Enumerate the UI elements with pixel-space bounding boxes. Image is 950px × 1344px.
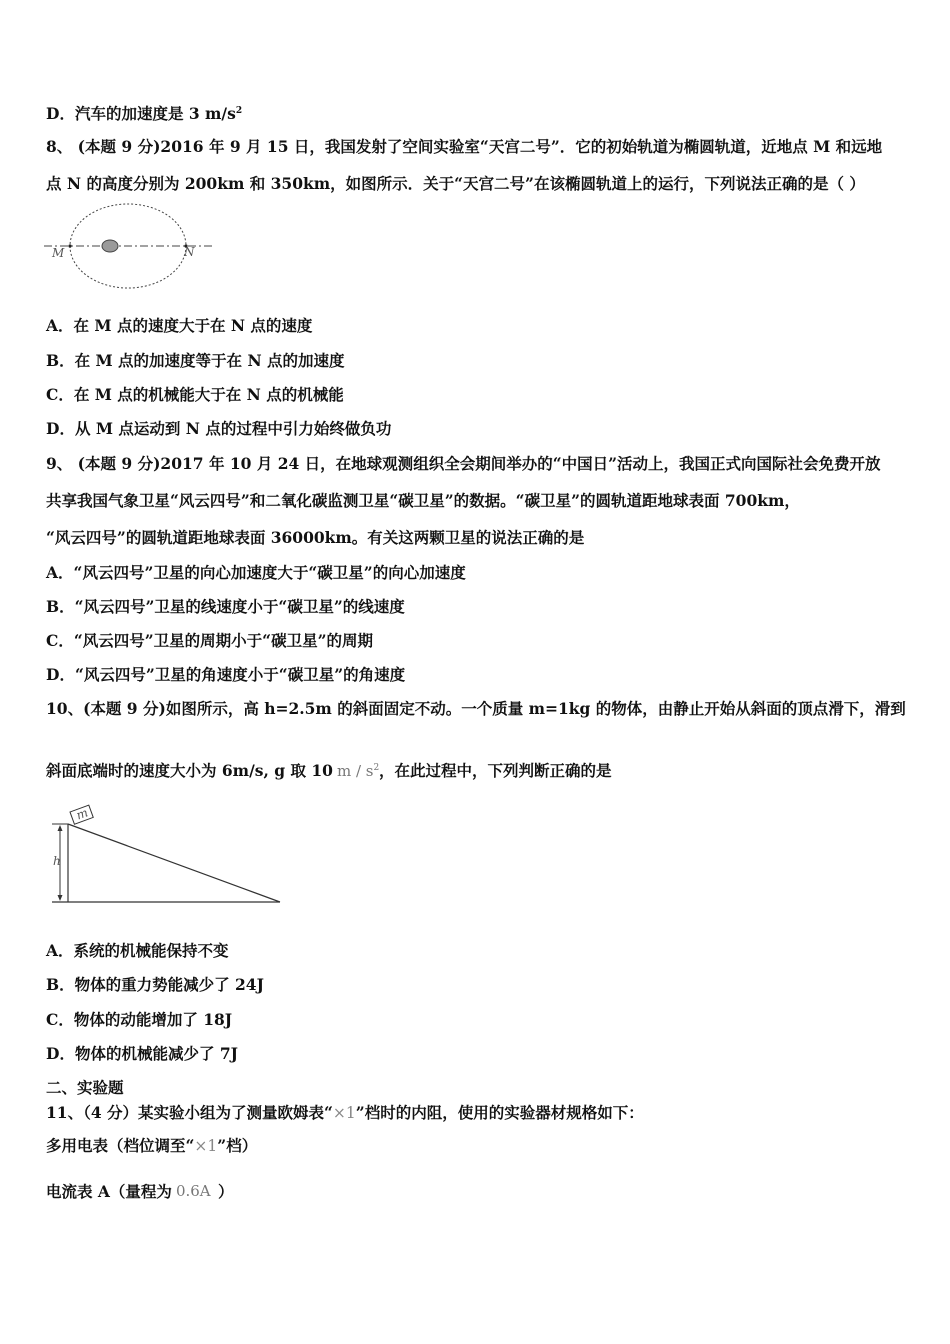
point-m bbox=[68, 244, 71, 247]
q11-stem-line1: 11、（4 分）某实验小组为了测量欧姆表“×1”档时的内阻，使用的实验器材规格如下： bbox=[46, 1103, 644, 1122]
q11-stem-line3: 电流表 A（量程为 0.6A ） bbox=[46, 1182, 234, 1201]
q10-option-a: A．系统的机械能保持不变 bbox=[46, 941, 229, 960]
q7-option-d: D．汽车的加速度是 3 $m/s^2$ bbox=[46, 104, 243, 124]
q8-stem-line2: 点 N 的高度分别为 200km 和 350km，如图所示．关于“天宫二号”在该椭圆轨道上的运行，下列说法正确的是（ ） bbox=[46, 174, 865, 193]
current-range-value: 0.6A bbox=[175, 1182, 211, 1200]
incline-slope bbox=[68, 824, 280, 902]
q8-option-a: A．在 M 点的速度大于在 N 点的速度 bbox=[46, 316, 313, 335]
q11-stem-line2: 多用电表（档位调至“×1”档） bbox=[46, 1136, 258, 1155]
q9-option-b: B．“风云四号”卫星的线速度小于“碳卫星”的线速度 bbox=[46, 597, 405, 616]
q9-stem-line1: 9、 (本题 9 分)2017 年 10 月 24 日，在地球观测组织全会期间举办的“中国日”活动上，我国正式向国际社会免费开放 bbox=[46, 454, 881, 473]
q10-option-d: D．物体的机械能减少了 7J bbox=[46, 1044, 238, 1063]
earth bbox=[102, 240, 118, 252]
q9-option-a: A．“风云四号”卫星的向心加速度大于“碳卫星”的向心加速度 bbox=[46, 563, 466, 582]
label-n: N bbox=[184, 245, 195, 259]
label-m: m bbox=[74, 805, 90, 823]
q8-stem-line1: 8、 (本题 9 分)2016 年 9 月 15 日，我国发射了空间实验室“天宫二号”．它的初始轨道为椭圆轨道，近地点 M 和远地 bbox=[46, 137, 883, 156]
q9-option-d: D．“风云四号”卫星的角速度小于“碳卫星”的角速度 bbox=[46, 665, 406, 684]
label-h: h bbox=[53, 854, 61, 868]
q10-option-c: C．物体的动能增加了 18J bbox=[46, 1010, 233, 1029]
q8-option-d: D．从 M 点运动到 N 点的过程中引力始终做负功 bbox=[46, 419, 392, 438]
q10-stem-line2: 斜面底端时的速度大小为 6m/s, g 取 10 m / $s^2$ ，在此过程中，下列判断正确的是 bbox=[46, 761, 611, 781]
label-m: M bbox=[52, 246, 65, 260]
block-m bbox=[70, 804, 94, 824]
q8-option-b: B．在 M 点的加速度等于在 N 点的加速度 bbox=[46, 351, 345, 370]
q10-stem-line1: 10、(本题 9 分)如图所示，高 h=2.5m 的斜面固定不动。一个质量 m=1kg 的物体，由静止开始从斜面的顶点滑下，滑到 bbox=[46, 699, 906, 718]
q9-stem-line3: “风云四号”的圆轨道距地球表面 36000km。有关这两颗卫星的说法正确的是 bbox=[46, 528, 585, 547]
section-title: 二、实验题 bbox=[46, 1078, 124, 1097]
q8-option-c: C．在 M 点的机械能大于在 N 点的机械能 bbox=[46, 385, 344, 404]
q9-option-c: C．“风云四号”卫星的周期小于“碳卫星”的周期 bbox=[46, 631, 373, 650]
q10-option-b: B．物体的重力势能减少了 24J bbox=[46, 975, 264, 994]
unit-mps2: m / $s^2$ bbox=[336, 762, 380, 780]
q9-stem-line2: 共享我国气象卫星“风云四号”和二氧化碳监测卫星“碳卫星”的数据。“碳卫星”的圆轨道距地球表面 700km， bbox=[46, 491, 800, 510]
q8-ellipse-orbit-figure bbox=[44, 200, 224, 300]
q10-incline-figure bbox=[48, 806, 288, 906]
